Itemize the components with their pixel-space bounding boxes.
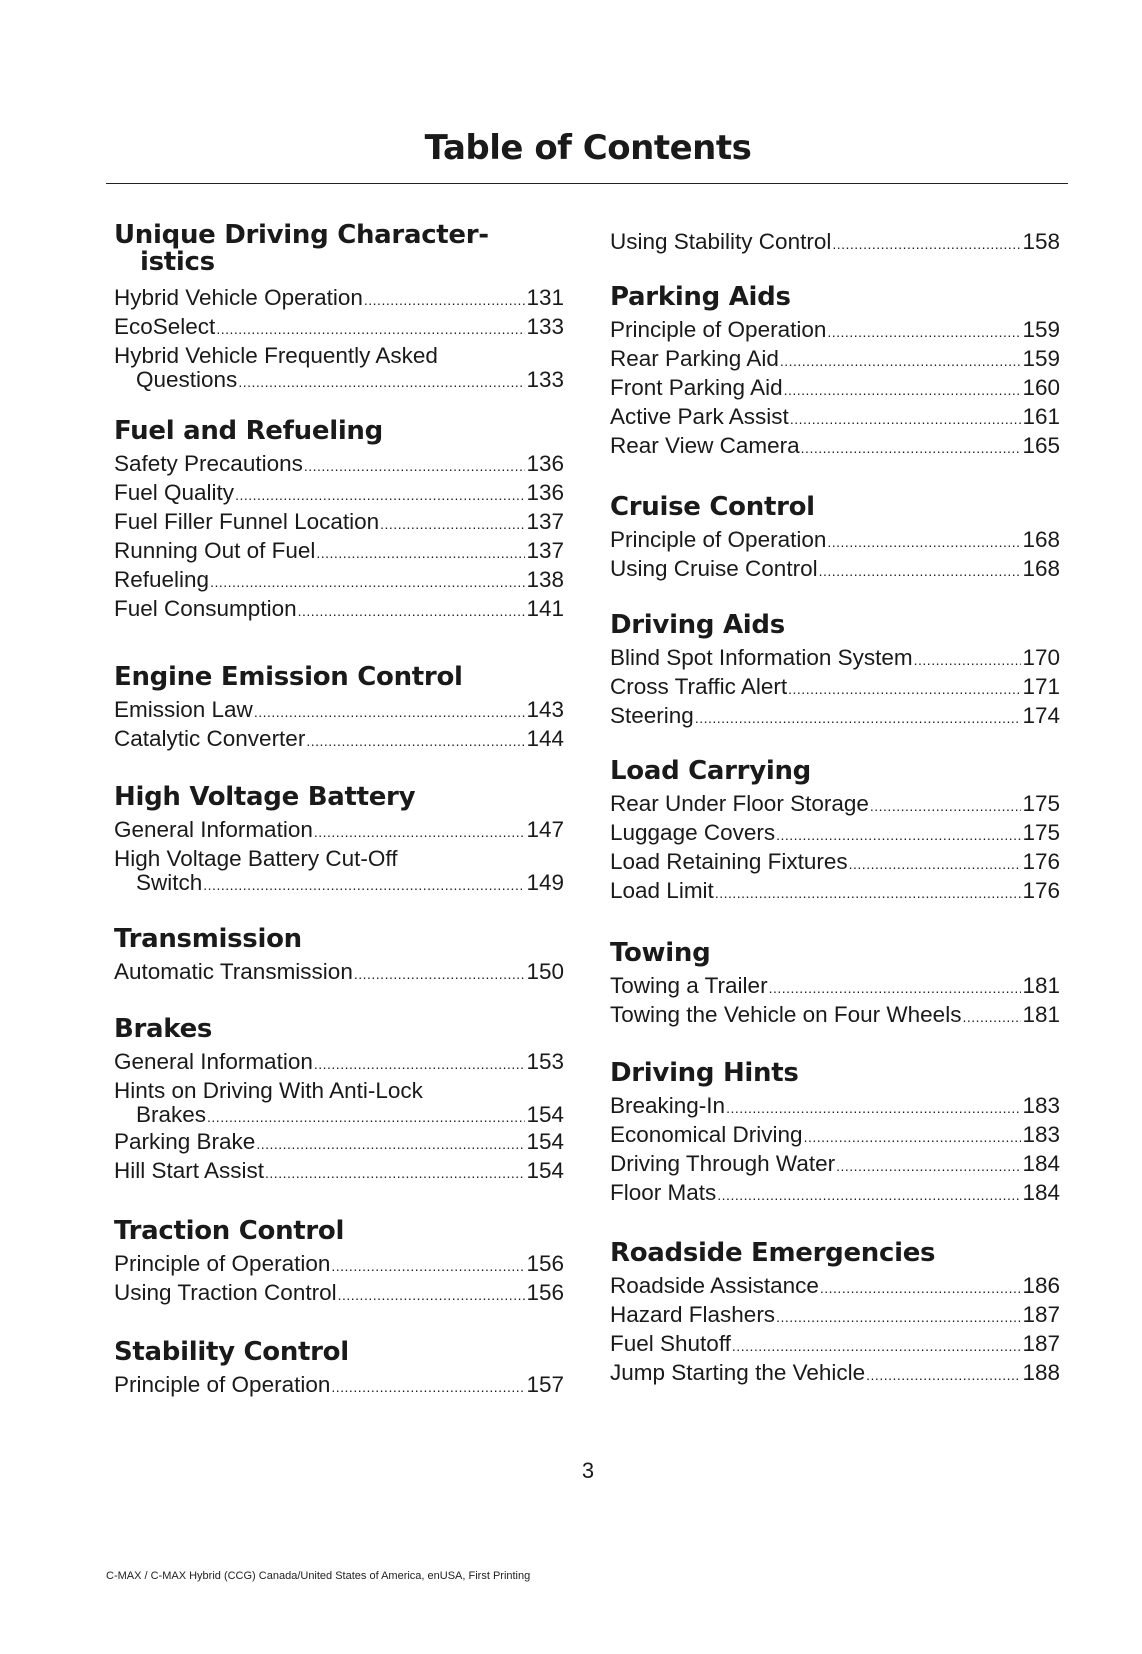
dot-leader — [207, 1105, 525, 1129]
dot-leader — [354, 962, 526, 986]
section-heading-driving-hints: Driving Hints — [610, 1058, 799, 1088]
entry-page: 150 — [526, 959, 564, 984]
dot-leader — [203, 873, 525, 897]
entry-title: Hazard Flashers — [610, 1302, 776, 1327]
section-heading-transmission: Transmission — [114, 924, 302, 954]
dot-leader — [832, 232, 1021, 256]
entry-title: Blind Spot Information System — [610, 645, 913, 670]
entry-page: 141 — [526, 596, 564, 621]
entry-title-cont: Questions — [136, 367, 238, 392]
dot-leader — [210, 570, 525, 594]
entry-page: 154 — [526, 1158, 564, 1183]
section-heading-towing: Towing — [610, 938, 711, 968]
dot-leader — [265, 1161, 525, 1185]
dot-leader — [827, 320, 1021, 344]
entry-page: 149 — [526, 870, 564, 895]
dot-leader — [715, 881, 1022, 905]
toc-entry[interactable] — [610, 528, 1060, 554]
section-heading-roadside: Roadside Emergencies — [610, 1238, 936, 1268]
section-heading-brakes: Brakes — [114, 1014, 213, 1044]
dot-leader — [380, 512, 525, 536]
entry-page: 154 — [526, 1102, 564, 1127]
toc-entry[interactable] — [610, 1332, 1060, 1358]
dot-leader — [870, 794, 1022, 818]
entry-title: Towing the Vehicle on Four Wheels — [610, 1002, 962, 1027]
dot-leader — [776, 1305, 1021, 1329]
toc-entry[interactable] — [114, 727, 564, 753]
toc-entry[interactable] — [114, 315, 564, 341]
entry-title: Refueling — [114, 567, 210, 592]
toc-entry[interactable] — [610, 646, 1060, 672]
entry-page: 156 — [526, 1280, 564, 1305]
dot-leader — [769, 976, 1022, 1000]
section-heading-driving-aids: Driving Aids — [610, 610, 785, 640]
toc-entry[interactable] — [114, 510, 564, 536]
entry-title: Using Stability Control — [610, 229, 832, 254]
toc-entry[interactable] — [610, 230, 1060, 256]
toc-entry[interactable] — [610, 1094, 1060, 1120]
toc-entry[interactable] — [114, 1130, 564, 1156]
title-divider — [106, 183, 1068, 184]
section-heading-cruise: Cruise Control — [610, 492, 815, 522]
toc-entry[interactable] — [610, 405, 1060, 431]
toc-entry[interactable] — [610, 850, 1060, 876]
toc-entry[interactable] — [610, 318, 1060, 344]
entry-title: Hill Start Assist — [114, 1158, 265, 1183]
dot-leader — [827, 530, 1021, 554]
entry-page: 157 — [526, 1372, 564, 1397]
toc-entry[interactable] — [610, 1361, 1060, 1387]
toc-entry[interactable] — [610, 1152, 1060, 1178]
entry-title: Using Traction Control — [114, 1280, 337, 1305]
dot-leader — [914, 648, 1022, 672]
entry-page: 136 — [526, 451, 564, 476]
entry-title: Active Park Assist — [610, 404, 789, 429]
toc-entry[interactable] — [610, 1303, 1060, 1329]
entry-page: 147 — [526, 817, 564, 842]
toc-entry[interactable] — [610, 434, 1060, 460]
entry-title: Rear View Camera — [610, 433, 800, 458]
entry-title: Parking Brake — [114, 1129, 256, 1154]
entry-title: Safety Precautions — [114, 451, 303, 476]
entry-page: 181 — [1022, 1002, 1060, 1027]
dot-leader — [364, 288, 526, 312]
dot-leader — [820, 1276, 1022, 1300]
dot-leader — [331, 1254, 525, 1278]
dot-leader — [790, 407, 1022, 431]
entry-page: 144 — [526, 726, 564, 751]
toc-entry[interactable] — [610, 821, 1060, 847]
page-title: Table of Contents — [424, 128, 752, 168]
entry-title: Cross Traffic Alert — [610, 674, 788, 699]
entry-title: General Information — [114, 817, 313, 842]
dot-leader — [776, 823, 1021, 847]
entry-page: 187 — [1022, 1331, 1060, 1356]
entry-title: Principle of Operation — [114, 1251, 331, 1276]
entry-title: Rear Parking Aid — [610, 346, 779, 371]
dot-leader — [304, 454, 526, 478]
toc-entry[interactable] — [114, 1159, 564, 1185]
toc-entry[interactable] — [114, 452, 564, 478]
toc-entry[interactable] — [114, 1373, 564, 1399]
entry-page: 181 — [1022, 973, 1060, 998]
entry-page: 174 — [1022, 703, 1060, 728]
section-heading-fuel: Fuel and Refueling — [114, 416, 383, 446]
entry-title: EcoSelect — [114, 314, 216, 339]
entry-title: Rear Under Floor Storage — [610, 791, 869, 816]
dot-leader — [804, 1125, 1022, 1149]
entry-page: 154 — [526, 1129, 564, 1154]
entry-title: Running Out of Fuel — [114, 538, 316, 563]
entry-title: Hybrid Vehicle Frequently Asked — [114, 343, 438, 368]
toc-entry[interactable] — [610, 557, 1060, 583]
toc-entry[interactable] — [610, 704, 1060, 730]
entry-page: 183 — [1022, 1093, 1060, 1118]
entry-title: Luggage Covers — [610, 820, 776, 845]
entry-page: 158 — [1022, 229, 1060, 254]
dot-leader — [331, 1375, 525, 1399]
entry-page: 188 — [1022, 1360, 1060, 1385]
dot-leader — [235, 483, 525, 507]
toc-entry[interactable] — [114, 597, 564, 623]
entry-title: Front Parking Aid — [610, 375, 783, 400]
toc-entry[interactable] — [114, 698, 564, 724]
entry-page: 168 — [1022, 556, 1060, 581]
section-heading-battery: High Voltage Battery — [114, 782, 416, 812]
entry-page: 133 — [526, 367, 564, 392]
section-heading-unique-driving — [114, 222, 564, 276]
toc-entry[interactable] — [114, 286, 564, 312]
toc-entry[interactable] — [114, 1281, 564, 1307]
entry-title-cont: Brakes — [136, 1102, 207, 1127]
entry-title: Principle of Operation — [610, 527, 827, 552]
heading-line-1: Unique Driving Character- — [114, 220, 489, 250]
heading-line-2: istics — [140, 247, 215, 277]
toc-entry[interactable] — [610, 1181, 1060, 1207]
dot-leader — [338, 1283, 526, 1307]
toc-entry[interactable] — [114, 1079, 564, 1129]
entry-page: 160 — [1022, 375, 1060, 400]
entry-page: 161 — [1022, 404, 1060, 429]
entry-title: Fuel Quality — [114, 480, 235, 505]
toc-entry[interactable] — [114, 1050, 564, 1076]
entry-title: Fuel Filler Funnel Location — [114, 509, 380, 534]
dot-leader — [962, 1005, 1021, 1029]
toc-entry[interactable] — [610, 879, 1060, 905]
toc-entry[interactable] — [610, 376, 1060, 402]
toc-entry[interactable] — [610, 675, 1060, 701]
page-number: 3 — [581, 1458, 595, 1483]
dot-leader — [732, 1334, 1022, 1358]
dot-leader — [256, 1132, 525, 1156]
entry-title: Floor Mats — [610, 1180, 717, 1205]
entry-title: Fuel Shutoff — [610, 1331, 731, 1356]
entry-page: 159 — [1022, 346, 1060, 371]
entry-title: General Information — [114, 1049, 313, 1074]
dot-leader — [788, 677, 1021, 701]
dot-leader — [717, 1183, 1021, 1207]
dot-leader — [780, 349, 1022, 373]
dot-leader — [216, 317, 525, 341]
dot-leader — [801, 436, 1022, 460]
entry-title: Breaking-In — [610, 1093, 726, 1118]
toc-entry[interactable] — [114, 344, 564, 394]
entry-page: 143 — [526, 697, 564, 722]
toc-entry[interactable] — [610, 792, 1060, 818]
toc-entry[interactable] — [610, 974, 1060, 1000]
entry-title-cont: Switch — [136, 870, 203, 895]
dot-leader — [314, 820, 526, 844]
entry-title: Jump Starting the Vehicle — [610, 1360, 866, 1385]
entry-page: 171 — [1022, 674, 1060, 699]
toc-entry[interactable] — [114, 960, 564, 986]
section-heading-parking: Parking Aids — [610, 282, 791, 312]
toc-entry[interactable] — [610, 1123, 1060, 1149]
entry-title: Towing a Trailer — [610, 973, 768, 998]
entry-title: Catalytic Converter — [114, 726, 306, 751]
entry-page: 133 — [526, 314, 564, 339]
dot-leader — [314, 1052, 526, 1076]
entry-page: 156 — [526, 1251, 564, 1276]
entry-page: 184 — [1022, 1151, 1060, 1176]
entry-title: Fuel Consumption — [114, 596, 297, 621]
entry-page: 176 — [1022, 878, 1060, 903]
dot-leader — [836, 1154, 1021, 1178]
entry-page: 187 — [1022, 1302, 1060, 1327]
entry-page: 136 — [526, 480, 564, 505]
entry-title: Roadside Assistance — [610, 1273, 819, 1298]
dot-leader — [726, 1096, 1021, 1120]
toc-entry[interactable] — [114, 481, 564, 507]
entry-title: Using Cruise Control — [610, 556, 818, 581]
section-heading-load: Load Carrying — [610, 756, 811, 786]
dot-leader — [784, 378, 1022, 402]
entry-title: Emission Law — [114, 697, 253, 722]
entry-title: Principle of Operation — [114, 1372, 331, 1397]
toc-entry[interactable] — [114, 568, 564, 594]
entry-page: 176 — [1022, 849, 1060, 874]
entry-page: 137 — [526, 538, 564, 563]
entry-page: 131 — [526, 285, 564, 310]
entry-page: 184 — [1022, 1180, 1060, 1205]
entry-page: 168 — [1022, 527, 1060, 552]
entry-page: 137 — [526, 509, 564, 534]
entry-page: 165 — [1022, 433, 1060, 458]
dot-leader — [695, 706, 1022, 730]
dot-leader — [849, 852, 1022, 876]
entry-title: Principle of Operation — [610, 317, 827, 342]
toc-entry[interactable] — [114, 818, 564, 844]
dot-leader — [819, 559, 1022, 583]
dot-leader — [306, 729, 525, 753]
dot-leader — [866, 1363, 1021, 1387]
dot-leader — [254, 700, 526, 724]
toc-entry[interactable] — [610, 347, 1060, 373]
entry-title: Automatic Transmission — [114, 959, 353, 984]
entry-page: 159 — [1022, 317, 1060, 342]
entry-page: 175 — [1022, 820, 1060, 845]
dot-leader — [316, 541, 525, 565]
toc-entry[interactable] — [610, 1274, 1060, 1300]
entry-title: Load Retaining Fixtures — [610, 849, 848, 874]
entry-title: Hybrid Vehicle Operation — [114, 285, 363, 310]
entry-title: Steering — [610, 703, 694, 728]
entry-page: 138 — [526, 567, 564, 592]
entry-page: 175 — [1022, 791, 1060, 816]
entry-page: 170 — [1022, 645, 1060, 670]
section-heading-stability: Stability Control — [114, 1337, 349, 1367]
entry-title: High Voltage Battery Cut-Off — [114, 846, 398, 871]
entry-page: 186 — [1022, 1273, 1060, 1298]
section-heading-traction: Traction Control — [114, 1216, 345, 1246]
entry-title: Hints on Driving With Anti-Lock — [114, 1078, 423, 1103]
dot-leader — [238, 370, 525, 394]
dot-leader — [298, 599, 526, 623]
footer-text: C-MAX / C-MAX Hybrid (CCG) Canada/United States of America, enUSA, First Printing — [106, 1570, 531, 1582]
entry-page: 183 — [1022, 1122, 1060, 1147]
entry-page: 153 — [526, 1049, 564, 1074]
entry-title: Load Limit — [610, 878, 714, 903]
toc-entry[interactable] — [114, 539, 564, 565]
entry-title: Economical Driving — [610, 1122, 803, 1147]
toc-entry[interactable] — [114, 847, 564, 897]
toc-entry[interactable] — [610, 1003, 1060, 1029]
toc-entry[interactable] — [114, 1252, 564, 1278]
entry-title: Driving Through Water — [610, 1151, 836, 1176]
section-heading-emission: Engine Emission Control — [114, 662, 463, 692]
